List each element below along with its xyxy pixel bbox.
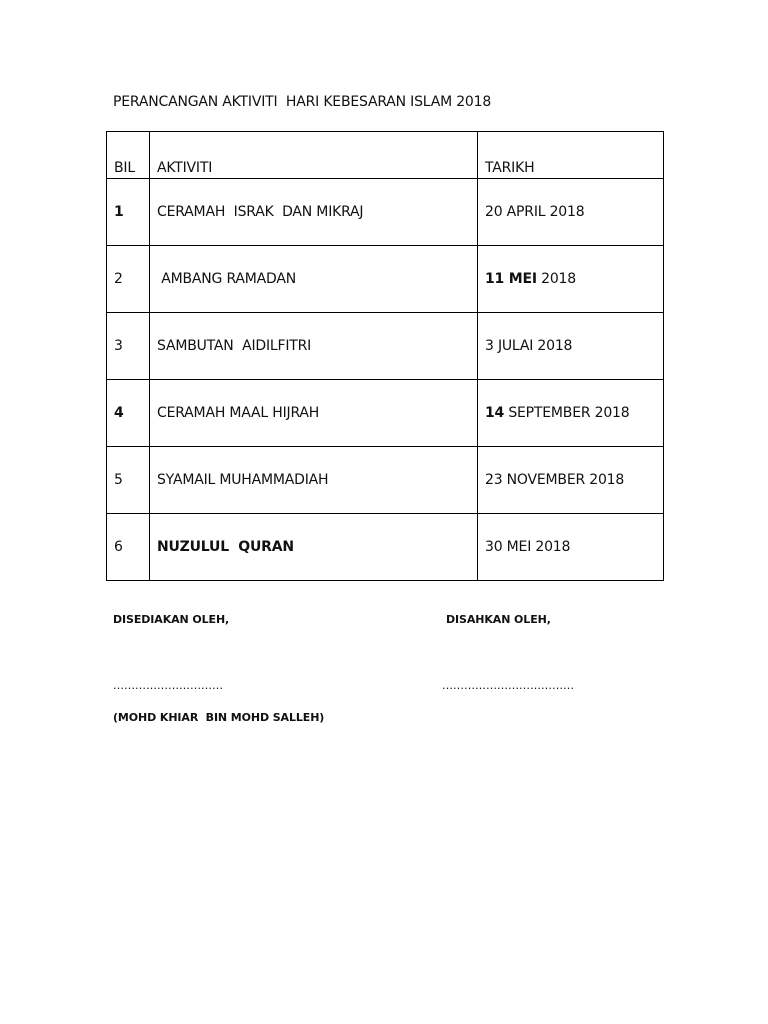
row-tarikh-day: 30 MEI: [485, 539, 532, 555]
row-bil: 1: [107, 179, 150, 246]
row-tarikh: [478, 380, 664, 447]
row-tarikh: [478, 246, 664, 313]
row-tarikh-rest: 2018: [531, 539, 571, 555]
row-tarikh-rest: SEPTEMBER 2018: [504, 405, 630, 421]
table-row: [107, 447, 664, 514]
row-aktiviti: AMBANG RAMADAN: [150, 246, 478, 313]
activity-table: [106, 131, 664, 581]
page-title: PERANCANGAN AKTIVITI HARI KEBESARAN ISLAM 2018: [113, 94, 492, 110]
prepared-by-name: (MOHD KHIAR BIN MOHD SALLEH): [113, 711, 325, 724]
row-bil: 2: [107, 246, 150, 313]
row-tarikh: [478, 313, 664, 380]
header-tarikh: TARIKH: [478, 132, 664, 179]
row-tarikh: [478, 179, 664, 246]
row-tarikh: [478, 447, 664, 514]
row-tarikh-rest: 2018: [536, 271, 576, 287]
row-bil: 5: [107, 447, 150, 514]
prepared-signature-line: …………………………: [113, 679, 223, 692]
row-tarikh-rest: APRIL 2018: [502, 204, 585, 220]
row-bil: 3: [107, 313, 150, 380]
row-aktiviti: SYAMAIL MUHAMMADIAH: [150, 447, 478, 514]
table-row: [107, 179, 664, 246]
approved-by-label: DISAHKAN OLEH,: [446, 613, 551, 626]
row-tarikh-day: 3 JULAI: [485, 338, 534, 354]
table-row: [107, 246, 664, 313]
row-aktiviti: NUZULUL QURAN: [150, 514, 478, 581]
row-tarikh: [478, 514, 664, 581]
table-row: [107, 380, 664, 447]
row-tarikh-rest: 2018: [585, 472, 625, 488]
header-aktiviti: AKTIVITI: [150, 132, 478, 179]
table-row: [107, 514, 664, 581]
row-tarikh-day: 23 NOVEMBER: [485, 472, 585, 488]
table-row: [107, 313, 664, 380]
row-aktiviti: SAMBUTAN AIDILFITRI: [150, 313, 478, 380]
table-header-row: [107, 132, 664, 179]
header-bil: BIL: [107, 132, 150, 179]
prepared-by-label: DISEDIAKAN OLEH,: [113, 613, 230, 626]
row-tarikh-day: 20: [485, 204, 503, 220]
row-aktiviti: CERAMAH ISRAK DAN MIKRAJ: [150, 179, 478, 246]
row-tarikh-day: 14: [485, 405, 505, 421]
row-aktiviti: CERAMAH MAAL HIJRAH: [150, 380, 478, 447]
row-bil: 4: [107, 380, 150, 447]
row-tarikh-rest: 2018: [533, 338, 573, 354]
row-tarikh-day: 11 MEI: [485, 271, 537, 287]
row-bil: 6: [107, 514, 150, 581]
approved-signature-line: ………………………………: [442, 679, 574, 692]
